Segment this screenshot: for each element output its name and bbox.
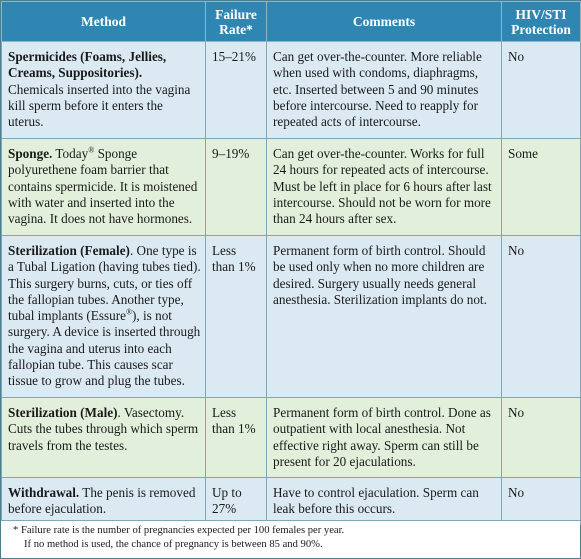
method-cell bbox=[2, 236, 206, 398]
table-header-row bbox=[2, 2, 581, 42]
method-title: Sterilization (Male) bbox=[8, 405, 118, 420]
header-protection: HIV/STI Protection bbox=[502, 2, 581, 42]
method-description: Chemicals inserted into the vagina kill sperm before it enters the uterus. bbox=[8, 81, 191, 130]
table-footnote bbox=[1, 520, 580, 558]
failure-rate-cell: Less than 1% bbox=[206, 398, 267, 478]
table-row-spermicides bbox=[2, 42, 581, 139]
method-description-a: Today bbox=[55, 146, 89, 161]
protection-cell: No bbox=[502, 398, 581, 478]
method-title: Sterilization (Female) bbox=[8, 243, 130, 258]
contraception-methods-table bbox=[1, 1, 581, 525]
header-failure-rate: Failure Rate* bbox=[206, 2, 267, 42]
footnote-line-1: * Failure rate is the number of pregnancies expected per 100 females per year. bbox=[13, 525, 345, 536]
comments-cell: Can get over-the-counter. More reliable when used with condoms, diaphragms, etc. Inserted between 5 and 90 minutes before intercourse. Need to reapply for repeated acts of intercourse. bbox=[267, 42, 502, 139]
header-method: Method bbox=[2, 2, 206, 42]
protection-cell: No bbox=[502, 478, 581, 525]
method-description-b: ), is not surgery. A device is inserted through the vagina and uterus into each fallopian tube. This causes scar tissue to grow and plug the tubes. bbox=[8, 308, 201, 389]
registered-mark: ® bbox=[88, 145, 95, 155]
failure-rate-cell: 15–21% bbox=[206, 42, 267, 139]
method-description: The penis is removed before ejaculation. bbox=[8, 485, 196, 517]
table-row-sterilization-male bbox=[2, 398, 581, 478]
table-row-sterilization-female bbox=[2, 236, 581, 398]
method-title: Withdrawal. bbox=[8, 485, 80, 500]
failure-rate-cell: Less than 1% bbox=[206, 236, 267, 398]
registered-mark: ® bbox=[125, 307, 133, 317]
method-cell bbox=[2, 478, 206, 525]
failure-rate-cell: Up to 27% bbox=[206, 478, 267, 525]
method-description-b: Sponge polyurethene foam barrier that contains spermicide. It is moistened with water and inserted into the vagina. It does not have hormones. bbox=[8, 146, 198, 227]
comments-cell: Have to control ejaculation. Sperm can leak before this occurs. bbox=[267, 478, 502, 525]
method-description-a: . One type is a Tubal Ligation (having tubes tied). This surgery burns, cuts, or ties off the fallopian tubes. Another type, tubal implants (Essure bbox=[8, 243, 201, 324]
protection-cell: No bbox=[502, 42, 581, 139]
footnote-line-2: If no method is used, the chance of pregnancy is between 85 and 90%. bbox=[24, 539, 323, 550]
table-row-sponge bbox=[2, 139, 581, 236]
header-comments: Comments bbox=[267, 2, 502, 42]
comments-cell: Can get over-the-counter. Works for full 24 hours for repeated acts of intercourse. Must be left in place for 6 hours after last intercourse. Should not be worn for more than 24 hours after sex. bbox=[267, 139, 502, 236]
comments-cell: Permanent form of birth control. Should be used only when no more children are desired. Surgery usually needs general anesthesia. Sterilization implants do not. bbox=[267, 236, 502, 398]
table-row-withdrawal bbox=[2, 478, 581, 525]
method-cell bbox=[2, 398, 206, 478]
protection-cell: Some bbox=[502, 139, 581, 236]
method-description: . Vasectomy. Cuts the tubes through which sperm travels from the testes. bbox=[8, 405, 199, 453]
protection-cell: No bbox=[502, 236, 581, 398]
failure-rate-cell: 9–19% bbox=[206, 139, 267, 236]
method-title: Sponge. bbox=[8, 146, 53, 161]
method-title: Spermicides (Foams, Jellies, Creams, Suppositories). bbox=[8, 49, 167, 81]
method-cell bbox=[2, 42, 206, 139]
comments-cell: Permanent form of birth control. Done as outpatient with local anesthesia. Not effective right away. Sperm can still be present for 20 ejaculations. bbox=[267, 398, 502, 478]
method-cell bbox=[2, 139, 206, 236]
